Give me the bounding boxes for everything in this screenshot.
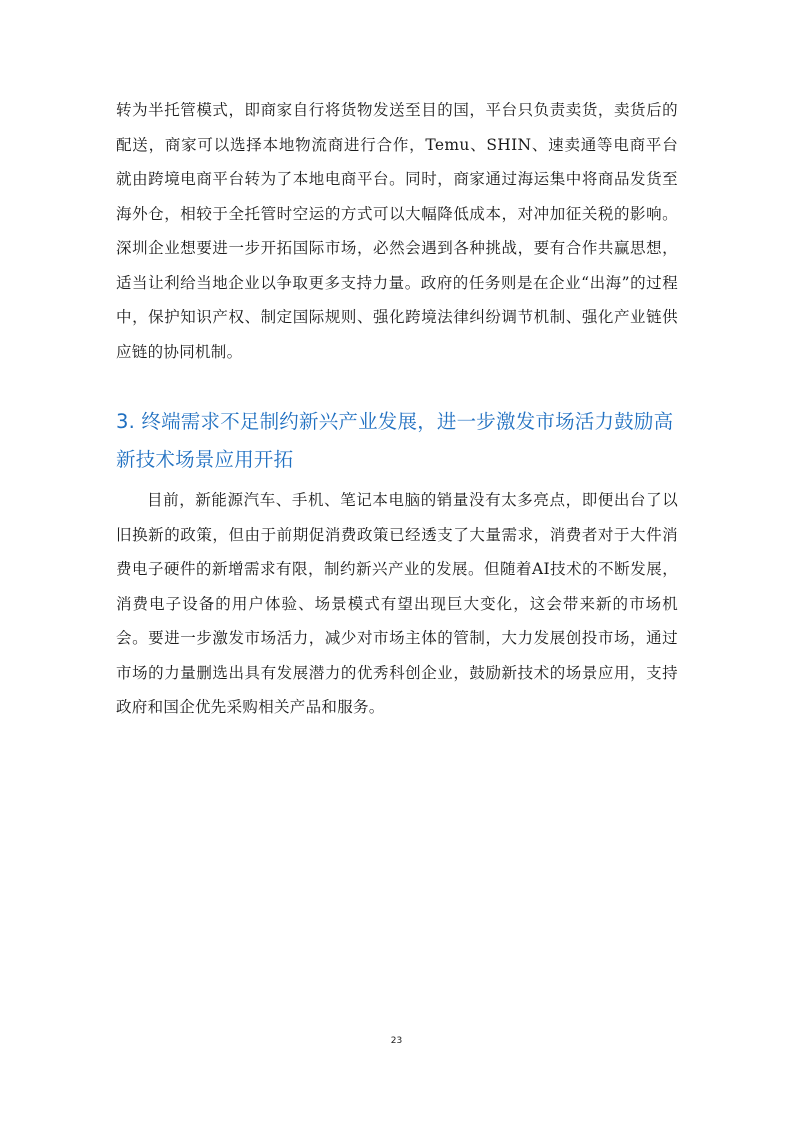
page-content — [116, 93, 678, 725]
page-number: 23 — [390, 1036, 403, 1046]
section-paragraph: 目前，新能源汽车、手机、笔记本电脑的销量没有太多亮点，即便出台了以旧换新的政策，但由于前期促消费政策已经透支了大量需求，消费者对于大件消费电子硬件的新增需求有限，制约新兴产业的发展。但随着AI技术的不断发展，消费电子设备的用户体验、场景模式有望出现巨大变化，这会带来新的市场机会。要进一步激发市场活力，减少对市场主体的管制，大力发展创投市场，通过市场的力量删选出具有发展潜力的优秀科创企业，鼓励新技术的场景应用，支持政府和国企优先采购相关产品和服务。 — [116, 491, 678, 716]
continued-paragraph: 转为半托管模式，即商家自行将货物发送至目的国，平台只负责卖货，卖货后的配送，商家可以选择本地物流商进行合作，Temu、SHIN、速卖通等电商平台就由跨境电商平台转为了本地电商平台。同时，商家通过海运集中将商品发货至海外仓，相较于全托管时空运的方式可以大幅降低成本，对冲加征关税的影响。深圳企业想要进一步开拓国际市场，必然会遇到各种挑战，要有合作共赢思想，适当让利给当地企业以争取更多支持力量。政府的任务则是在企业“出海”的过程中，保护知识产权、制定国际规则、强化跨境法律纠纷调节机制、强化产业链供应链的协同机制。 — [116, 101, 678, 361]
section-heading: 3. 终端需求不足制约新兴产业发展，进一步激发市场活力鼓励高新技术场景应用开拓 — [116, 410, 674, 471]
